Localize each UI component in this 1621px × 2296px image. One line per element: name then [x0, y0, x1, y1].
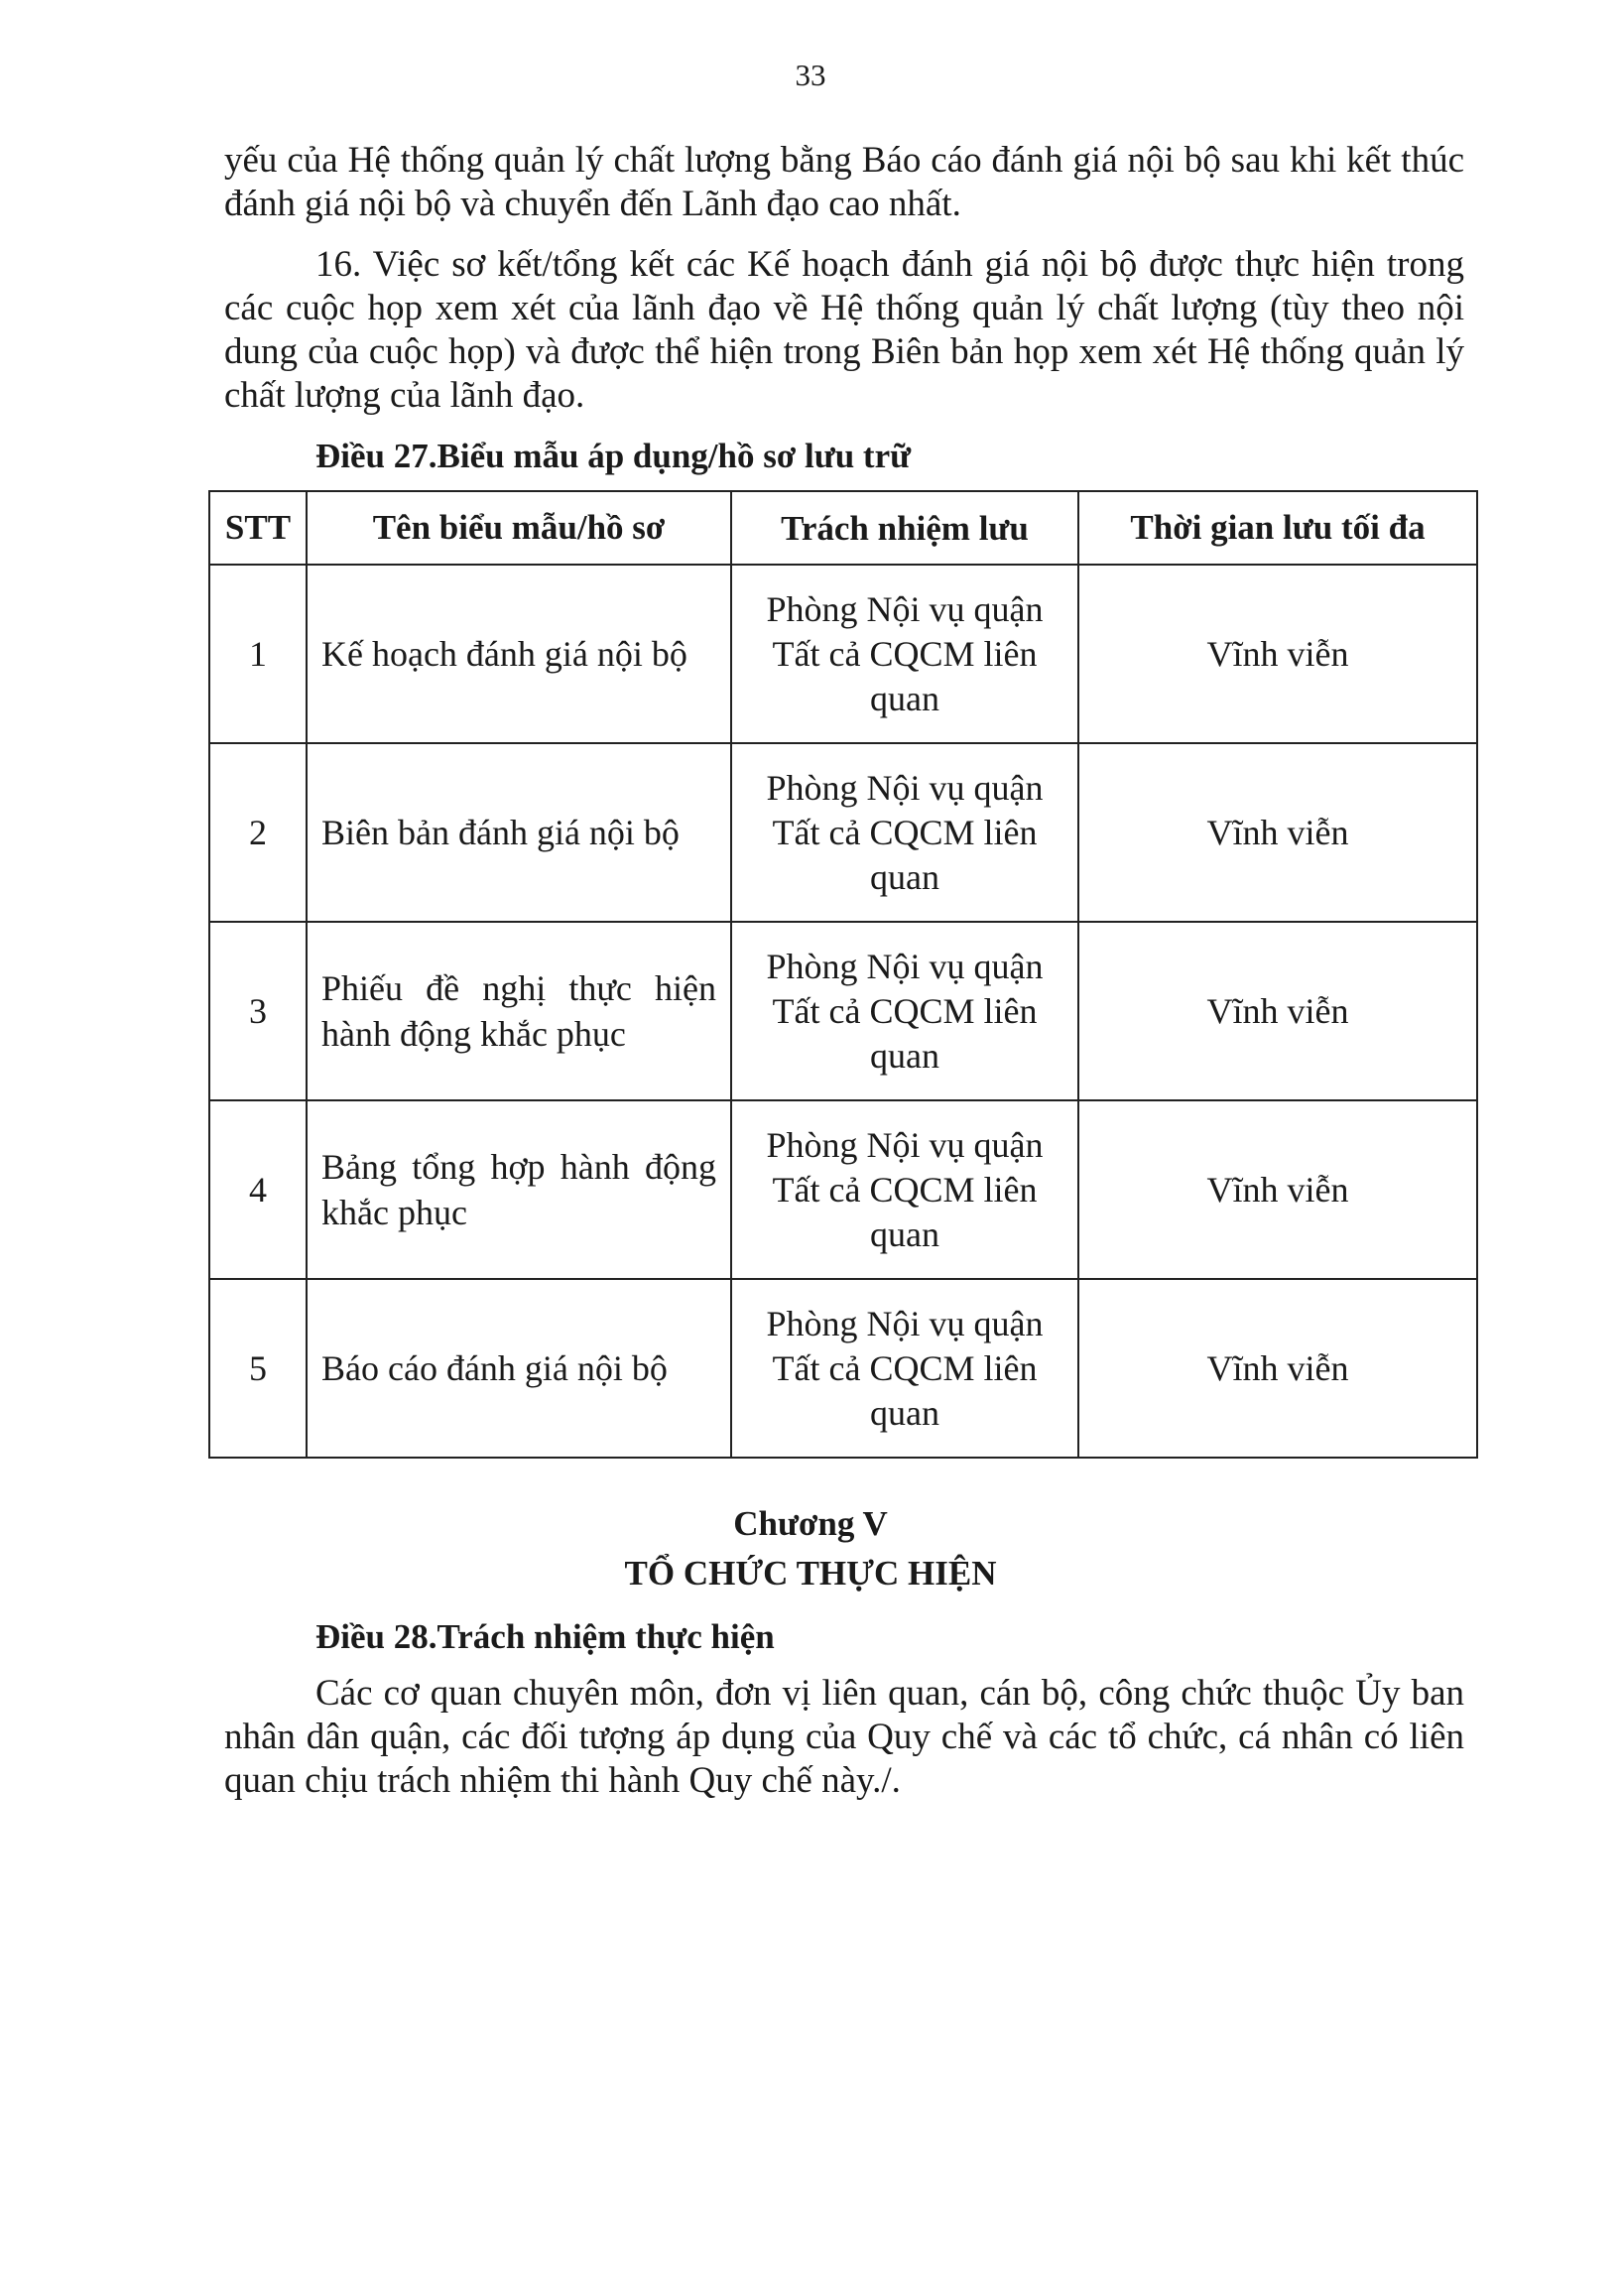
row-form-name: Kế hoạch đánh giá nội bộ [307, 565, 731, 743]
responsibility-line-1: Phòng Nội vụ quận [766, 588, 1044, 629]
row-form-name: Biên bản đánh giá nội bộ [307, 743, 731, 922]
row-retention-time: Vĩnh viễn [1078, 1279, 1477, 1458]
row-stt: 3 [209, 922, 307, 1100]
article-28-heading: Điều 28.Trách nhiệm thực hiện [315, 1617, 775, 1656]
header-responsibility: Trách nhiệm lưu [731, 491, 1078, 565]
responsibility-line-1: Phòng Nội vụ quận [766, 1303, 1044, 1343]
responsibility-line-2: Tất cả CQCM liên quan [772, 812, 1038, 897]
responsibility-line-1: Phòng Nội vụ quận [766, 1124, 1044, 1165]
header-stt: STT [209, 491, 307, 565]
article-27-heading: Điều 27.Biểu mẫu áp dụng/hồ sơ lưu trữ [315, 437, 912, 475]
paragraph-16: 16. Việc sơ kết/tổng kết các Kế hoạch đánh giá nội bộ được thực hiện trong các cuộc họp xem xét của lãnh đạo về Hệ thống quản lý chất lượng (tùy theo nội dung của cuộc họp) và được thể hiện trong Biên bản họp xem xét Hệ thống quản lý chất lượng của lãnh đạo. [224, 244, 1464, 416]
table-row [209, 1100, 1477, 1279]
responsibility-line-2: Tất cả CQCM liên quan [772, 1347, 1038, 1433]
row-form-name: Bảng tổng hợp hành động khắc phục [307, 1100, 731, 1279]
row-form-name: Phiếu đề nghị thực hiện hành động khắc phục [307, 922, 731, 1100]
responsibility-line-2: Tất cả CQCM liên quan [772, 633, 1038, 718]
responsibility-line-1: Phòng Nội vụ quận [766, 767, 1044, 808]
header-form-name: Tên biểu mẫu/hồ sơ [307, 491, 731, 565]
header-retention-time: Thời gian lưu tối đa [1078, 491, 1477, 565]
row-responsibility [731, 743, 1078, 922]
row-form-name: Báo cáo đánh giá nội bộ [307, 1279, 731, 1458]
responsibility-line-2: Tất cả CQCM liên quan [772, 1169, 1038, 1254]
row-retention-time: Vĩnh viễn [1078, 565, 1477, 743]
row-stt: 2 [209, 743, 307, 922]
chapter-label: Chương V [733, 1504, 888, 1543]
paragraph-article-28: Các cơ quan chuyên môn, đơn vị liên quan, cán bộ, công chức thuộc Ủy ban nhân dân quận, các đối tượng áp dụng của Quy chế và các tổ chức, cá nhân có liên quan chịu trách nhiệm thi hành Quy chế này./. [224, 1673, 1464, 1801]
row-retention-time: Vĩnh viễn [1078, 743, 1477, 922]
row-retention-time: Vĩnh viễn [1078, 922, 1477, 1100]
table-row [209, 565, 1477, 743]
responsibility-line-1: Phòng Nội vụ quận [766, 946, 1044, 986]
paragraph-continued: yếu của Hệ thống quản lý chất lượng bằng Báo cáo đánh giá nội bộ sau khi kết thúc đánh giá nội bộ và chuyển đến Lãnh đạo cao nhất. [224, 140, 1464, 224]
row-responsibility [731, 565, 1078, 743]
row-retention-time: Vĩnh viễn [1078, 1100, 1477, 1279]
row-stt: 1 [209, 565, 307, 743]
row-stt: 4 [209, 1100, 307, 1279]
table-row [209, 922, 1477, 1100]
chapter-title: TỔ CHỨC THỰC HIỆN [624, 1554, 997, 1593]
row-responsibility [731, 922, 1078, 1100]
table-header-row [209, 491, 1477, 565]
row-responsibility [731, 1100, 1078, 1279]
table-row [209, 743, 1477, 922]
records-table [208, 490, 1478, 1459]
row-responsibility [731, 1279, 1078, 1458]
page-number: 33 [795, 58, 826, 92]
row-stt: 5 [209, 1279, 307, 1458]
responsibility-line-2: Tất cả CQCM liên quan [772, 990, 1038, 1076]
table-row [209, 1279, 1477, 1458]
